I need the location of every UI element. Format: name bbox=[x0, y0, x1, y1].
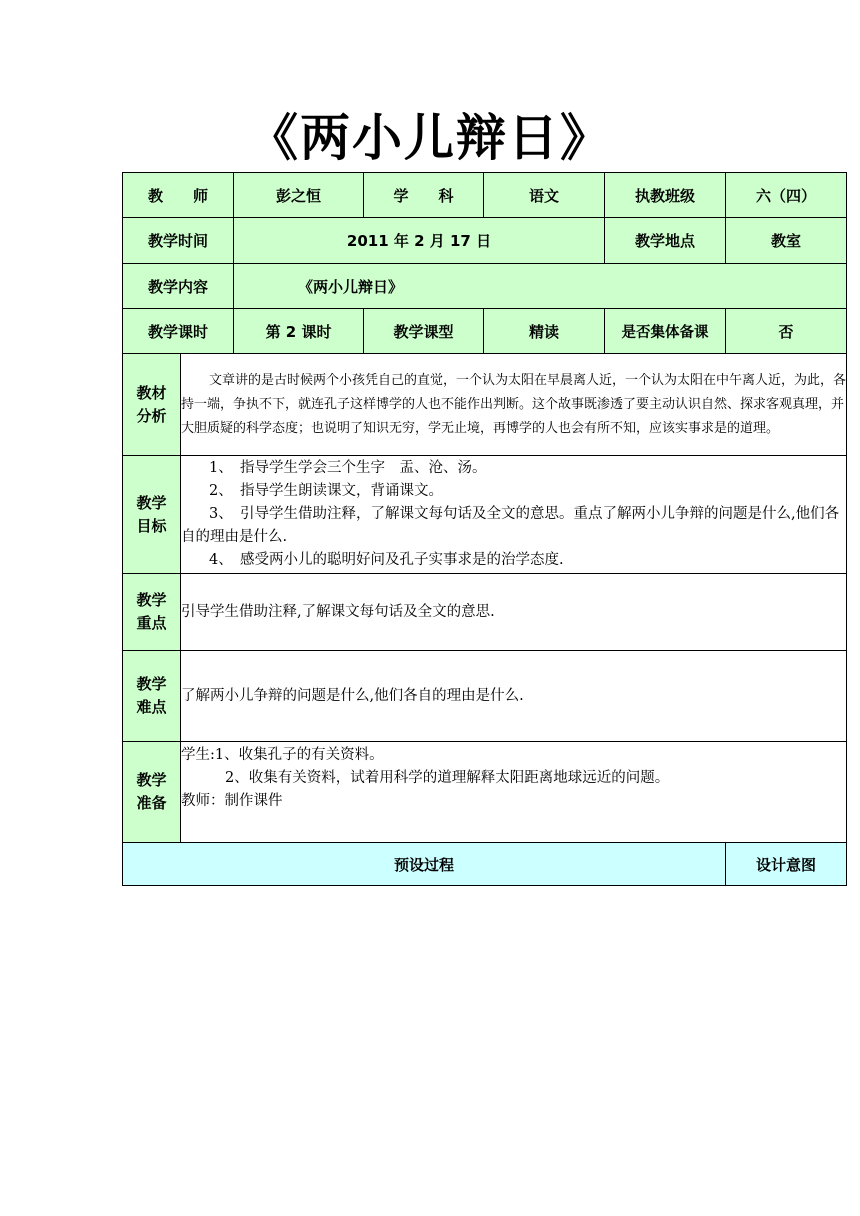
focus-label-line-1: 教学 bbox=[136, 591, 167, 609]
focus-text: 引导学生借助注释,了解课文每句话及全文的意思. bbox=[181, 574, 847, 651]
type-value: 精读 bbox=[484, 309, 605, 354]
goals-label-line-2: 目标 bbox=[136, 516, 167, 535]
preparation-label-line-2: 准备 bbox=[136, 794, 167, 812]
row-goals bbox=[123, 456, 847, 574]
analysis-label-line-2: 分析 bbox=[136, 406, 167, 425]
analysis-label bbox=[123, 354, 181, 456]
row-analysis bbox=[123, 354, 847, 456]
analysis-cell bbox=[181, 354, 847, 456]
class-label: 执教班级 bbox=[605, 173, 726, 218]
difficulty-text: 了解两小儿争辩的问题是什么,他们各自的理由是什么. bbox=[181, 651, 847, 742]
goal-item-3: 3、 引导学生借助注释，了解课文每句话及全文的意思。重点了解两小儿争辩的问题是什么,他们各自的理由是什么. bbox=[181, 506, 840, 545]
row-content bbox=[123, 264, 847, 309]
subject-value: 语文 bbox=[484, 173, 605, 218]
teacher-label: 教 师 bbox=[123, 173, 234, 218]
preparation-label-line-1: 教学 bbox=[136, 771, 167, 789]
row-basic-info bbox=[123, 173, 847, 218]
lesson-plan-table bbox=[122, 172, 847, 886]
process-label: 预设过程 bbox=[123, 843, 726, 886]
preparation-label bbox=[123, 742, 181, 843]
preparation-line-1: 学生:1、收集孔子的有关资料。 bbox=[181, 747, 384, 763]
collective-value: 否 bbox=[726, 309, 847, 354]
lesson-plan-table-wrapper bbox=[122, 172, 846, 886]
subject-label: 学 科 bbox=[364, 173, 484, 218]
collective-label: 是否集体备课 bbox=[605, 309, 726, 354]
row-preparation bbox=[123, 742, 847, 843]
content-value: 《两小儿辩日》 bbox=[234, 264, 847, 309]
teacher-value: 彭之恒 bbox=[234, 173, 364, 218]
goal-item-1: 1、 指导学生学会三个生字 盂、沧、汤。 bbox=[209, 460, 487, 476]
row-focus bbox=[123, 574, 847, 651]
focus-label bbox=[123, 574, 181, 651]
goals-label bbox=[123, 456, 181, 574]
difficulty-label-line-1: 教学 bbox=[136, 675, 167, 693]
goals-label-line-1: 教学 bbox=[136, 493, 167, 512]
row-time-place bbox=[123, 218, 847, 264]
analysis-label-line-1: 教材 bbox=[136, 383, 167, 402]
time-value: 2011 年 2 月 17 日 bbox=[234, 218, 605, 264]
preparation-line-2: 2、收集有关资料，试着用科学的道理解释太阳距离地球远近的问题。 bbox=[225, 770, 670, 786]
class-value: 六（四） bbox=[726, 173, 847, 218]
row-process-header bbox=[123, 843, 847, 886]
goals-cell bbox=[181, 456, 847, 574]
period-label: 教学课时 bbox=[123, 309, 234, 354]
goal-item-4: 4、 感受两小儿的聪明好问及孔子实事求是的治学态度. bbox=[209, 552, 564, 568]
preparation-line-3: 教师：制作课件 bbox=[181, 793, 283, 809]
goal-item-2: 2、 指导学生朗读课文，背诵课文。 bbox=[209, 483, 443, 499]
document-title: 《两小儿辩日》 bbox=[248, 109, 612, 167]
row-difficulty bbox=[123, 651, 847, 742]
difficulty-label bbox=[123, 651, 181, 742]
intent-label: 设计意图 bbox=[726, 843, 847, 886]
place-value: 教室 bbox=[726, 218, 847, 264]
content-label: 教学内容 bbox=[123, 264, 234, 309]
analysis-text: 文章讲的是古时候两个小孩凭自己的直觉，一个认为太阳在早晨离人近，一个认为太阳在中午离人近，为此，各持一端，争执不下，就连孔子这样博学的人也不能作出判断。这个故事既渗透了要主动认识自然、探求客观真理，并大胆质疑的科学态度；也说明了知识无穷，学无止境，再博学的人也会有所不知，应该实事求是的道理。 bbox=[181, 372, 847, 436]
time-label: 教学时间 bbox=[123, 218, 234, 264]
period-value: 第 2 课时 bbox=[234, 309, 364, 354]
type-label: 教学课型 bbox=[364, 309, 484, 354]
preparation-cell bbox=[181, 742, 847, 843]
focus-label-line-2: 重点 bbox=[136, 614, 167, 632]
row-period-type bbox=[123, 309, 847, 354]
place-label: 教学地点 bbox=[605, 218, 726, 264]
difficulty-label-line-2: 难点 bbox=[136, 698, 167, 716]
